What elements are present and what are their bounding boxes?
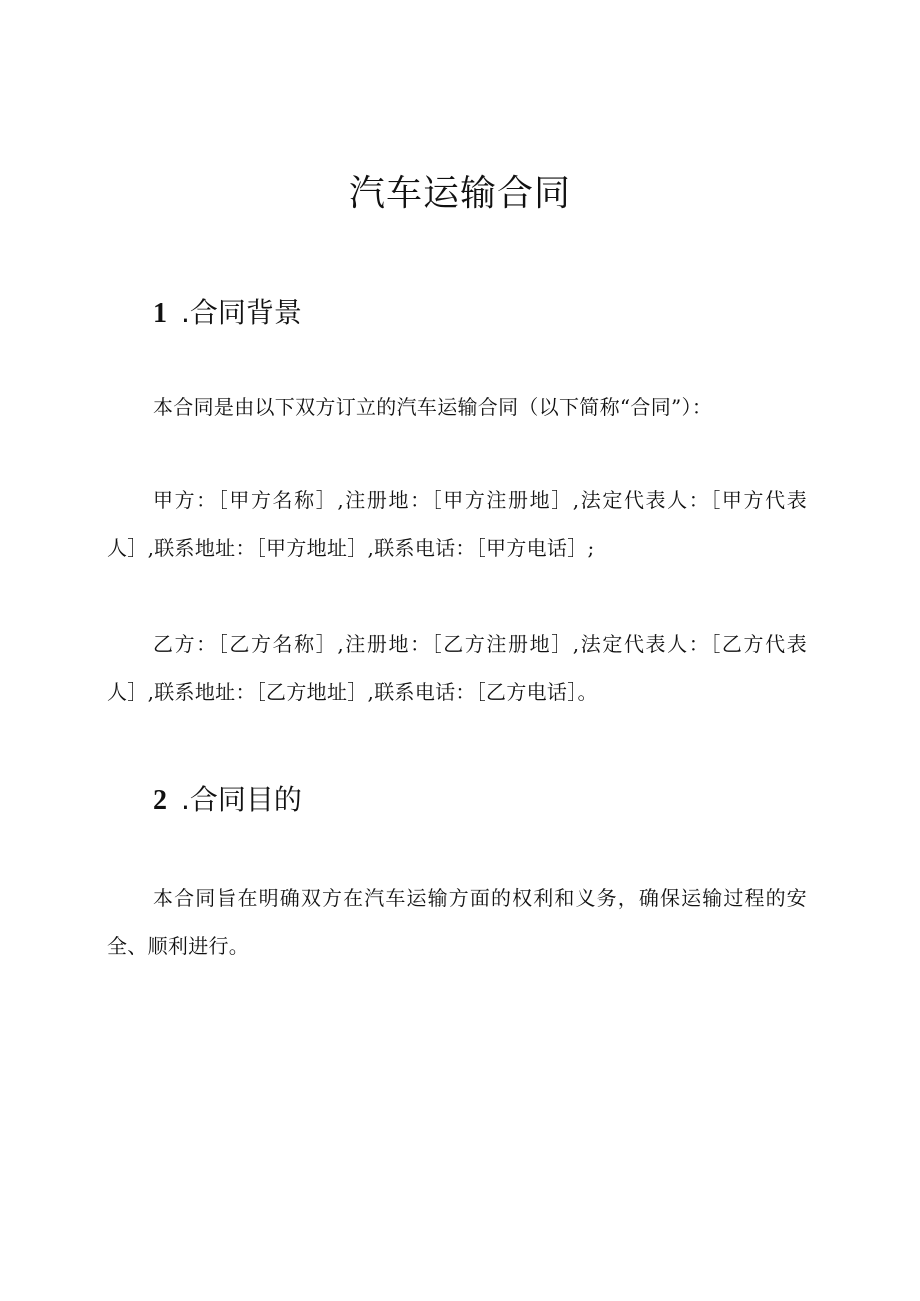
paragraph-purpose: 本合同旨在明确双方在汽车运输方面的权利和义务，确保运输过程的安全、顺利进行。 [107, 886, 807, 958]
paragraph-party-a: 甲方：［甲方名称］,注册地：［甲方注册地］,法定代表人：［甲方代表人］,联系地址：［甲方地址］,联系电话：［甲方电话］; [107, 488, 807, 560]
section-heading-background [153, 293, 302, 334]
section-number: 2 [153, 785, 167, 816]
section-number: 1 [153, 298, 167, 329]
section-title: .合同背景 [181, 296, 302, 329]
document-title: 汽车运输合同 [348, 173, 571, 214]
section-heading-purpose [153, 780, 302, 821]
paragraph-party-b: 乙方：［乙方名称］,注册地：［乙方注册地］,法定代表人：［乙方代表人］,联系地址：［乙方地址］,联系电话：［乙方电话］。 [107, 632, 807, 704]
section-title: .合同目的 [181, 783, 302, 816]
paragraph-intro: 本合同是由以下双方订立的汽车运输合同（以下简称“合同”）： [153, 395, 713, 419]
